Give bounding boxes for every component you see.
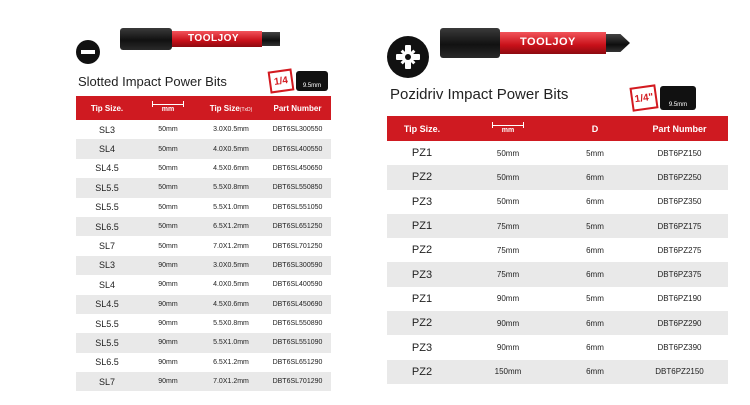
table-row	[76, 198, 331, 217]
table-row	[76, 314, 331, 333]
part-number-cell: DBT6SL701250	[272, 242, 323, 250]
tip-size-cell: SL6.5	[95, 357, 119, 368]
slotted-size-badge	[269, 70, 328, 92]
table-header-row	[387, 116, 728, 141]
tip-size-cell: PZ3	[411, 195, 433, 208]
table-row	[387, 360, 728, 384]
length-cell: 90mm	[158, 281, 178, 289]
tip-size-cell: SL5.5	[95, 202, 119, 213]
table-row	[387, 238, 728, 262]
tip-size-cell: SL4	[98, 144, 115, 155]
part-number-cell: DBT6PZ150	[657, 148, 702, 158]
header-part-number: Part Number	[652, 123, 707, 134]
length-cell: 75mm	[496, 270, 520, 280]
part-number-cell: DBT6PZ175	[657, 221, 702, 231]
table-row	[76, 275, 331, 294]
size-cell: 5.5X0.8mm	[213, 320, 249, 328]
length-cell: 90mm	[496, 343, 520, 353]
header-dimension: Tip Size(TxD)	[209, 103, 253, 113]
table-row	[387, 262, 728, 286]
part-number-cell: DBT6PZ2150	[655, 367, 704, 377]
header-tip-size: Tip Size.	[403, 123, 441, 134]
size-cell: 3.0X0.5mm	[213, 261, 249, 269]
tip-size-cell: SL7	[98, 241, 115, 252]
tip-size-cell: PZ1	[411, 220, 433, 233]
table-row	[76, 295, 331, 314]
table-row	[387, 335, 728, 359]
drive-size-badge: 1/4"	[629, 84, 658, 111]
length-cell: 90mm	[158, 320, 178, 328]
part-number-cell: DBT6SL450690	[272, 300, 323, 308]
size-cell: 6mm	[586, 367, 604, 377]
tip-size-cell: SL5.5	[95, 337, 119, 348]
tip-size-cell: SL4.5	[95, 163, 119, 174]
length-cell: 150mm	[494, 367, 522, 377]
hex-size-icon: 9.5mm	[660, 86, 696, 110]
length-cell: 90mm	[158, 339, 178, 347]
size-cell: 7.0X1.2mm	[213, 242, 249, 250]
tip-size-cell: SL7	[98, 376, 115, 387]
tip-size-cell: SL4.5	[95, 299, 119, 310]
size-cell: 7.0X1.2mm	[213, 378, 249, 386]
tip-size-cell: PZ3	[411, 268, 433, 281]
bit-brand-label: TOOLJOY	[188, 33, 240, 44]
size-cell: 6.5X1.2mm	[213, 358, 249, 366]
hex-size-icon: 9.5mm	[296, 71, 328, 91]
bit-brand-label: TOOLJOY	[520, 36, 576, 48]
part-number-cell: DBT6SL551090	[272, 339, 323, 347]
table-row	[76, 256, 331, 275]
tip-size-cell: PZ2	[411, 244, 433, 257]
table-row	[76, 217, 331, 236]
header-diameter: D	[591, 123, 599, 134]
size-cell: 6mm	[586, 318, 604, 328]
length-cell: 50mm	[158, 223, 178, 231]
header-tip-size: Tip Size.	[90, 103, 124, 113]
part-number-cell: DBT6SL550890	[272, 320, 323, 328]
part-number-cell: DBT6PZ375	[657, 270, 702, 280]
table-row	[387, 165, 728, 189]
table-row	[76, 139, 331, 158]
bit-tip	[262, 32, 280, 46]
table-row	[76, 333, 331, 352]
slotted-title: Slotted Impact Power Bits	[78, 74, 227, 89]
table-row	[76, 178, 331, 197]
table-row	[76, 372, 331, 391]
part-number-cell: DBT6SL551050	[272, 203, 323, 211]
table-row	[387, 287, 728, 311]
tip-size-cell: PZ2	[411, 365, 433, 378]
table-row	[387, 311, 728, 335]
tip-size-cell: PZ2	[411, 171, 433, 184]
tip-size-cell: SL4	[98, 279, 115, 290]
table-row	[76, 236, 331, 255]
size-cell: 6mm	[586, 172, 604, 182]
size-cell: 5.5X1.0mm	[213, 339, 249, 347]
table-header-row	[76, 96, 331, 120]
slotted-bit-image	[120, 28, 280, 50]
length-cell: 90mm	[496, 294, 520, 304]
length-cell: 90mm	[158, 358, 178, 366]
length-cell: 90mm	[158, 261, 178, 269]
length-cell: 50mm	[158, 126, 178, 134]
table-row	[76, 353, 331, 372]
table-row	[387, 190, 728, 214]
part-number-cell: DBT6PZ250	[657, 172, 702, 182]
length-cell: 90mm	[496, 318, 520, 328]
part-number-cell: DBT6PZ275	[657, 245, 702, 255]
tip-size-cell: SL3	[98, 124, 115, 135]
header-length: mm	[138, 96, 198, 120]
size-cell: 5mm	[586, 221, 604, 231]
pozidriv-spec-table	[387, 116, 728, 384]
table-row	[76, 159, 331, 178]
part-number-cell: DBT6SL550850	[272, 184, 323, 192]
drive-size-badge: 1/4	[268, 68, 295, 93]
size-cell: 5.5X1.0mm	[213, 203, 249, 211]
pozidriv-title: Pozidriv Impact Power Bits	[390, 86, 569, 103]
pozidriv-size-badge	[631, 86, 696, 110]
part-number-cell: DBT6PZ190	[657, 294, 702, 304]
table-row	[387, 214, 728, 238]
length-cell: 50mm	[496, 197, 520, 207]
slotted-spec-table	[76, 96, 331, 391]
length-cell: 50mm	[158, 242, 178, 250]
tip-size-cell: PZ3	[411, 341, 433, 354]
size-cell: 6mm	[586, 245, 604, 255]
part-number-cell: DBT6PZ350	[657, 197, 702, 207]
tip-size-cell: SL3	[98, 260, 115, 271]
part-number-cell: DBT6SL450650	[272, 164, 323, 172]
bit-hex-shank	[120, 28, 172, 50]
part-number-cell: DBT6SL400550	[272, 145, 323, 153]
pozidriv-bit-image	[440, 28, 630, 58]
length-cell: 50mm	[158, 184, 178, 192]
part-number-cell: DBT6SL651290	[272, 358, 323, 366]
length-cell: 50mm	[496, 172, 520, 182]
part-number-cell: DBT6SL651250	[272, 223, 323, 231]
size-cell: 4.5X0.6mm	[213, 164, 249, 172]
part-number-cell: DBT6SL701290	[272, 378, 323, 386]
size-cell: 4.5X0.6mm	[213, 300, 249, 308]
header-length: mm	[457, 116, 559, 141]
length-cell: 90mm	[158, 378, 178, 386]
bit-hex-shank	[440, 28, 500, 58]
size-cell: 5mm	[586, 148, 604, 158]
tip-size-cell: SL5.5	[95, 318, 119, 329]
size-cell: 6mm	[586, 343, 604, 353]
length-cell: 90mm	[158, 300, 178, 308]
part-number-cell: DBT6SL300590	[272, 261, 323, 269]
part-number-cell: DBT6SL300550	[272, 126, 323, 134]
pozidriv-drive-icon	[387, 36, 429, 78]
tip-size-cell: SL5.5	[95, 182, 119, 193]
size-cell: 5.5X0.8mm	[213, 184, 249, 192]
length-cell: 50mm	[496, 148, 520, 158]
tip-size-cell: PZ1	[411, 147, 433, 160]
size-cell: 6.5X1.2mm	[213, 223, 249, 231]
length-cell: 75mm	[496, 221, 520, 231]
part-number-cell: DBT6PZ290	[657, 318, 702, 328]
bit-tip	[606, 34, 630, 52]
size-cell: 4.0X0.5mm	[213, 281, 249, 289]
part-number-cell: DBT6SL400590	[272, 281, 323, 289]
part-number-cell: DBT6PZ390	[657, 343, 702, 353]
size-cell: 6mm	[586, 197, 604, 207]
length-cell: 75mm	[496, 245, 520, 255]
length-cell: 50mm	[158, 145, 178, 153]
table-row	[387, 141, 728, 165]
tip-size-cell: PZ2	[411, 317, 433, 330]
size-cell: 4.0X0.5mm	[213, 145, 249, 153]
size-cell: 6mm	[586, 270, 604, 280]
length-cell: 50mm	[158, 203, 178, 211]
tip-size-cell: SL6.5	[95, 221, 119, 232]
length-cell: 50mm	[158, 164, 178, 172]
table-row	[76, 120, 331, 139]
size-cell: 3.0X0.5mm	[213, 126, 249, 134]
slotted-drive-icon	[76, 40, 100, 64]
tip-size-cell: PZ1	[411, 292, 433, 305]
header-part-number: Part Number	[273, 103, 322, 113]
size-cell: 5mm	[586, 294, 604, 304]
